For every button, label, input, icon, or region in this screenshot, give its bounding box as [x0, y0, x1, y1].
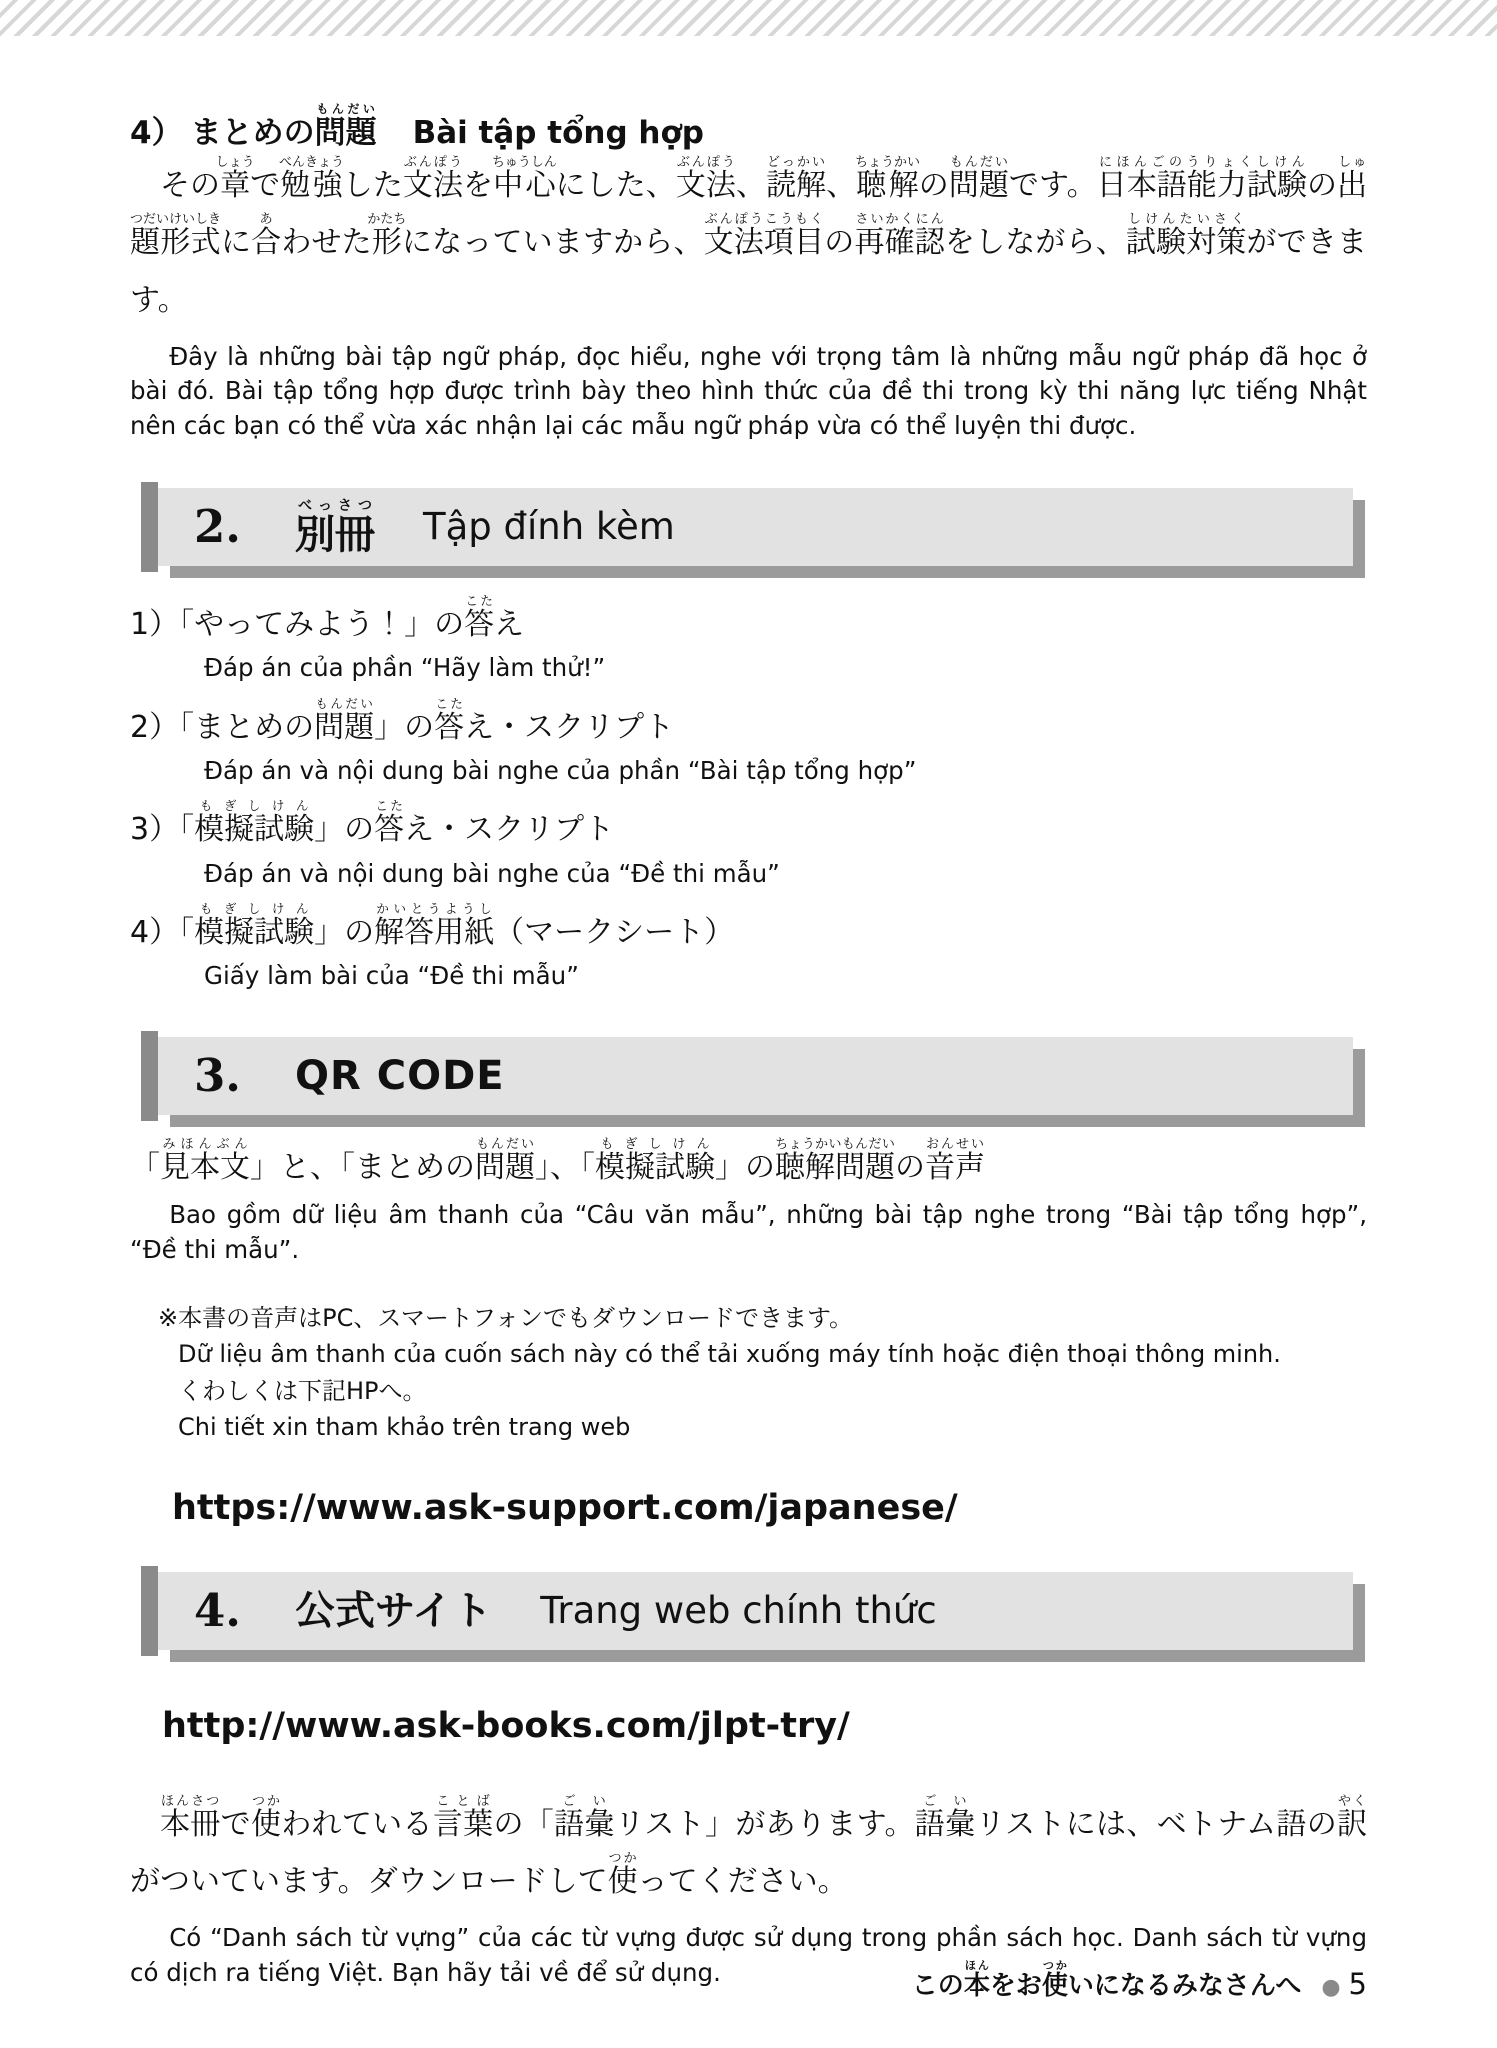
intro-paragraph-vi: Đây là những bài tập ngữ pháp, đọc hiểu, nghe với trọng tâm là những mẫu ngữ pháp đã học ở bài đó. Bài tập tổng hợp được trình bày theo hình thức của đề thi trong kỳ thi năng lực tiếng Nhật nên các bạn có thể vừa xác nhận lại các mẫu ngữ pháp vừa có thể luyện thi được. — [130, 341, 1367, 441]
page-number: 5 — [1348, 1967, 1367, 2001]
section-header-qrcode — [158, 1037, 1353, 1115]
audio-download-url: https://www.ask-support.com/japanese/ — [172, 1487, 958, 1528]
list-item — [130, 902, 1367, 993]
footer-title-jp: この本ほんをお使つかいになるみなさんへ — [911, 1959, 1302, 2001]
list-item-vi: Đáp án và nội dung bài nghe của phần “Bài tập tổng hợp” — [204, 756, 917, 786]
section-title-jp: 別冊べっさつ — [294, 497, 375, 558]
subsection-heading — [130, 102, 1367, 153]
section-header-official-site — [158, 1572, 1353, 1650]
subsection-title-jp: まとめの問題もんだい — [190, 102, 377, 151]
intro-paragraph-jp: その章しょうで勉強べんきょうした文法ぶんぽうを中心ちゅうしんにした、文法ぶんぽう、読解どっかい、聴解ちょうかいの問題もんだいです。日本語能力試験にほんごのうりょくしけんの出題形式しゅつだいけいしきに合あわせた形かたちになっていますから、文法項目ぶんぽうこうもくの再確認さいかくにんをしながら、試験対策しけんたいさくができます。 — [130, 154, 1368, 318]
section-title-vi: Tập đính kèm — [422, 505, 675, 549]
official-paragraph-jp: 本冊ほんさつで使つかわれている言葉ことばの「語彙ごいリスト」があります。語彙ごいリストには、ベトナム語の訳やくがついています。ダウンロードして使つかってください。 — [130, 1793, 1368, 1900]
section-title-jp: 公式サイト — [294, 1587, 493, 1634]
note-line-vi: Chi tiết xin tham khảo trên trang web — [178, 1413, 631, 1442]
list-item — [130, 697, 1367, 788]
section-number: 2. — [194, 500, 241, 554]
section-header-bessatsu — [158, 488, 1353, 566]
qrcode-description-jp: 「見本文みほんぶん」と、「まとめの問題もんだい」、「模擬試験もぎしけん」の聴解問題ちょうかいもんだいの音声おんせい — [130, 1136, 985, 1185]
list-item — [130, 594, 1367, 685]
official-site-url: http://www.ask-books.com/jlpt-try/ — [162, 1705, 850, 1746]
list-item-jp: 3）「模擬試験もぎしけん」の答こたえ・スクリプト — [130, 798, 615, 848]
note-line-jp: ※本書の音声はPC、スマートフォンでもダウンロードできます。 — [158, 1303, 854, 1332]
list-item-jp: 4）「模擬試験もぎしけん」の解答用紙かいとうようし（マークシート） — [130, 900, 735, 950]
page-bullet-icon: ● — [1321, 1975, 1341, 2000]
list-item — [130, 799, 1367, 890]
section-title-vi: Trang web chính thức — [540, 1589, 937, 1633]
note-line-vi: Dữ liệu âm thanh của cuốn sách này có thể tải xuống máy tính hoặc điện thoại thông minh. — [178, 1340, 1281, 1369]
list-item-jp: 1）「やってみよう！」の答こたえ — [130, 592, 525, 642]
subsection-title-vi: Bài tập tổng hợp — [412, 115, 704, 151]
list-item-vi: Đáp án của phần “Hãy làm thử!” — [204, 653, 606, 683]
list-item-jp: 2）「まとめの問題もんだい」の答こたえ・スクリプト — [130, 695, 675, 745]
list-item-vi: Đáp án và nội dung bài nghe của “Đề thi mẫu” — [204, 858, 780, 888]
qrcode-description-vi: Bao gồm dữ liệu âm thanh của “Câu văn mẫu”, những bài tập nghe trong “Bài tập tổng hợp”, “Đề thi mẫu”. — [130, 1200, 1367, 1264]
official-paragraph-vi: Có “Danh sách từ vựng” của các từ vựng được sử dụng trong phần sách học. Danh sách từ vựng có dịch ra tiếng Việt. Bạn hãy tải về để sử dụng. — [130, 1922, 1367, 1987]
decorative-stripe-band — [0, 0, 1497, 36]
note-line-jp: くわしくは下記HPへ。 — [178, 1376, 427, 1405]
audio-note — [130, 1300, 1367, 1446]
page-content — [0, 102, 1497, 1990]
list-item-vi: Giấy làm bài của “Đề thi mẫu” — [204, 961, 579, 991]
section-number: 4. — [194, 1584, 241, 1638]
bessatsu-list — [130, 594, 1367, 993]
page-footer — [912, 1959, 1367, 2002]
section-number: 3. — [194, 1049, 241, 1102]
subsection-number: 4） — [130, 115, 183, 151]
section-title-latin: QR CODE — [294, 1052, 505, 1099]
